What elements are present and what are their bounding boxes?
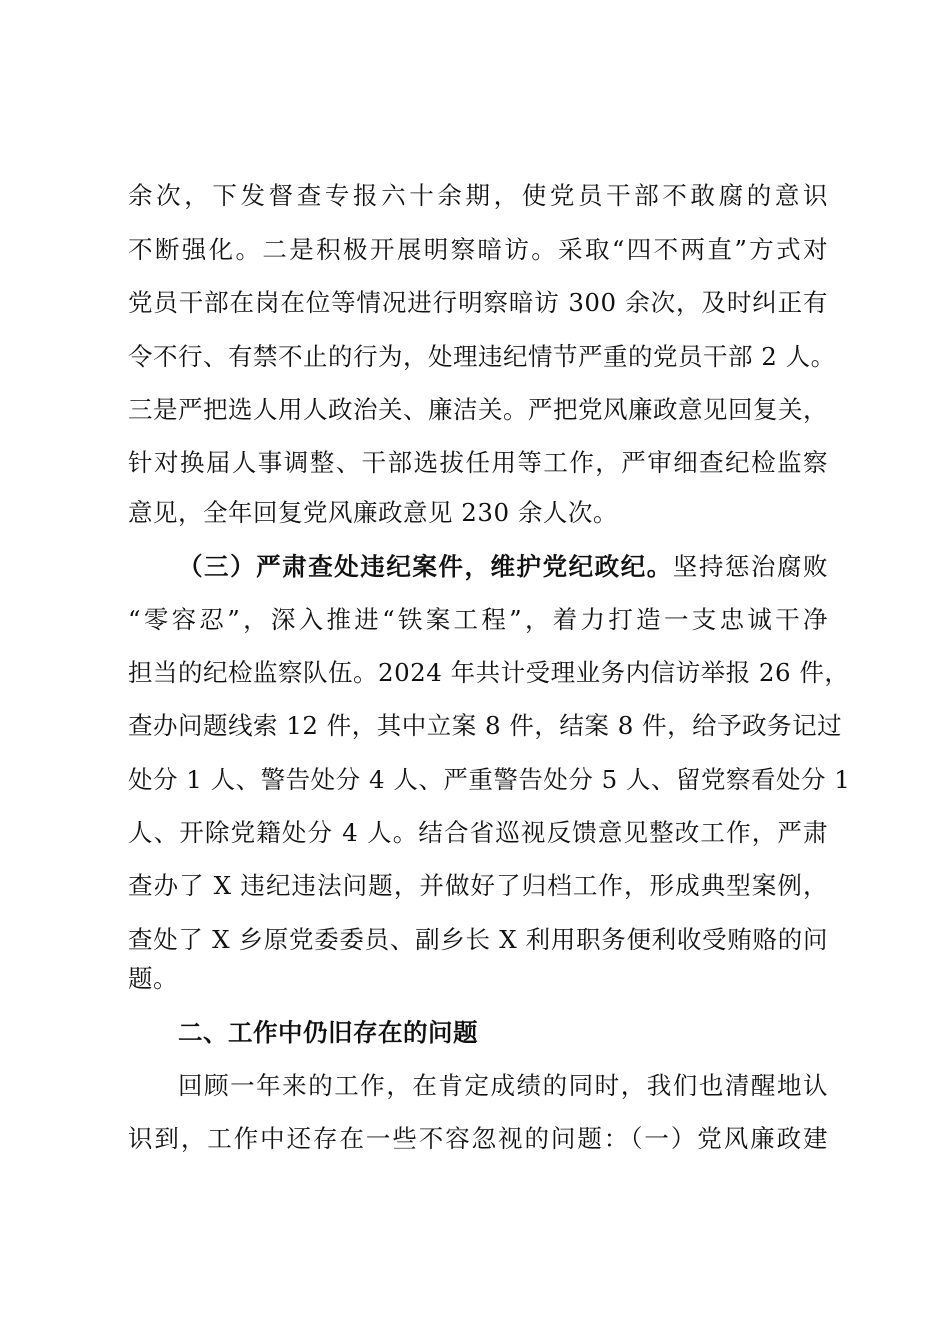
body-line: 处分 1 人、警告处分 4 人、严重警告处分 5 人、留党察看处分 1 xyxy=(128,765,851,794)
body-line: 查办问题线索 12 件，其中立案 8 件，结案 8 件，给予政务记过 xyxy=(128,711,843,740)
body-line: 查处了 X 乡原党委委员、副乡长 X 利用职务便利收受贿赂的问 xyxy=(128,925,828,954)
subsection-heading: （三）严肃查处违纪案件，维护党纪政纪。 xyxy=(178,552,673,581)
paragraph-start-line: 回顾一年来的工作，在肯定成绩的同时，我们也清醒地认 xyxy=(178,1071,828,1100)
body-line: 针对换届人事调整、干部选拔任用等工作，严审细查纪检监察 xyxy=(128,448,828,477)
body-line: “零容忍”，深入推进“铁案工程”，着力打造一支忠诚干净 xyxy=(128,605,828,634)
body-line: 令不行、有禁不止的行为，处理违纪情节严重的党员干部 2 人。 xyxy=(128,342,836,371)
body-line: 查办了 X 违纪违法问题，并做好了归档工作，形成典型案例， xyxy=(128,871,828,900)
body-line: 担当的纪检监察队伍。2024 年共计受理业务内信访举报 26 件， xyxy=(128,658,850,687)
section-heading: 二、工作中仍旧存在的问题 xyxy=(178,1018,478,1047)
paragraph-start-line xyxy=(178,550,828,584)
body-line: 不断强化。二是积极开展明察暗访。采取“四不两直”方式对 xyxy=(128,235,828,264)
body-line: 党员干部在岗在位等情况进行明察暗访 300 余次，及时纠正有 xyxy=(128,288,828,317)
body-line: 余次，下发督查专报六十余期，使党员干部不敢腐的意识 xyxy=(128,181,828,210)
body-line: 识到，工作中还存在一些不容忽视的问题：（一）党风廉政建 xyxy=(128,1124,828,1153)
body-line: 人、开除党籍处分 4 人。结合省巡视反馈意见整改工作，严肃 xyxy=(128,818,828,847)
paragraph-text: 坚持惩治腐败 xyxy=(672,552,829,581)
body-line: 意见，全年回复党风廉政意见 230 余人次。 xyxy=(128,498,618,527)
body-line: 题。 xyxy=(128,964,178,993)
body-line: 三是严把选人用人政治关、廉洁关。严把党风廉政意见回复关， xyxy=(128,395,828,424)
